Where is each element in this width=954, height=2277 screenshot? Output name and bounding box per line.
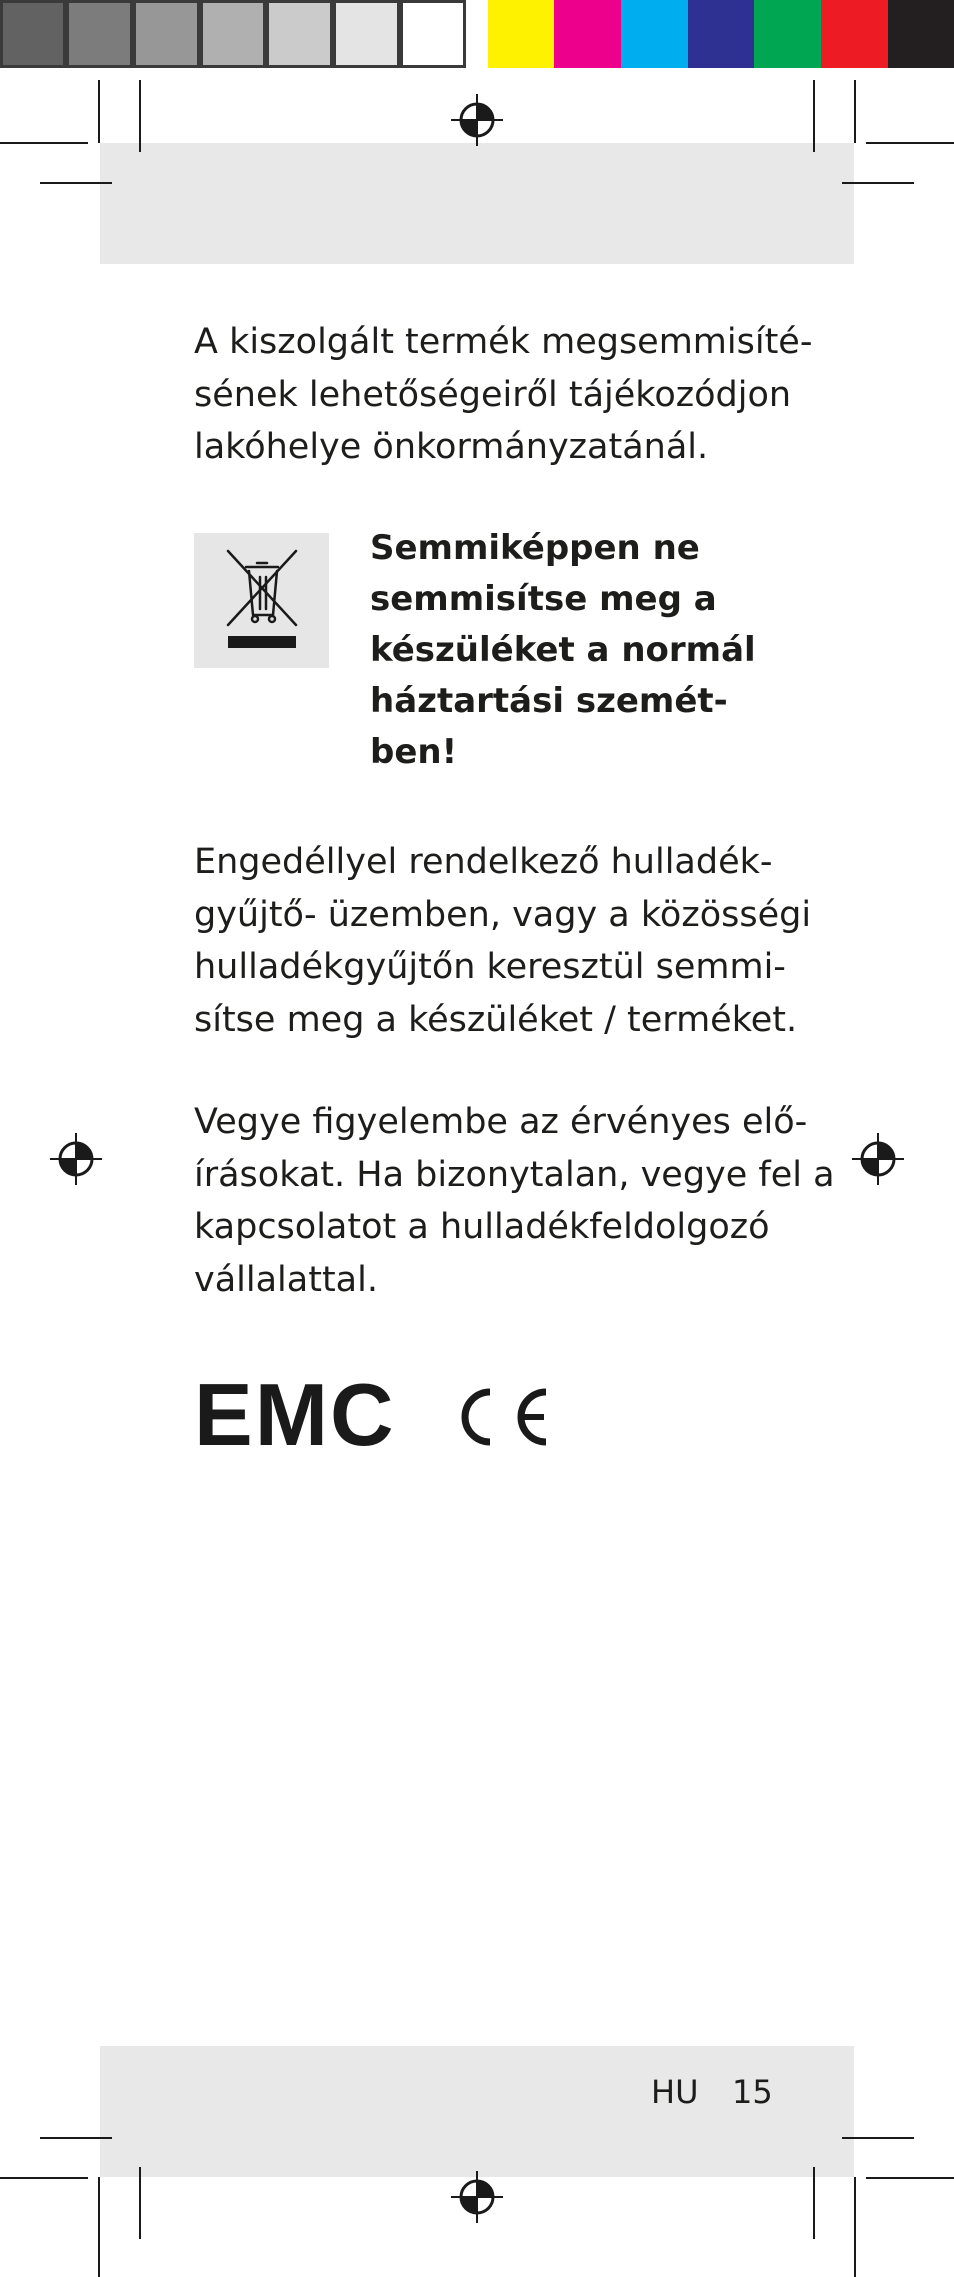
color-swatch <box>554 0 621 68</box>
color-calibration-bar <box>0 0 954 68</box>
crop-mark <box>139 2167 141 2239</box>
gray-swatch <box>266 0 333 68</box>
color-swatch <box>754 0 821 68</box>
registration-mark-icon <box>449 2169 505 2225</box>
color-swatch <box>688 0 754 68</box>
crop-mark <box>40 182 112 184</box>
color-swatch <box>621 0 688 68</box>
crop-mark <box>0 142 88 144</box>
crop-mark <box>98 80 100 143</box>
gray-swatch <box>0 0 66 68</box>
text-line: írásokat. Ha bizonytalan, vegye fel a <box>194 1154 835 1195</box>
crop-mark <box>866 142 954 144</box>
text-line: vállalattal. <box>194 1259 378 1300</box>
color-swatch <box>821 0 888 68</box>
crop-mark <box>139 80 141 152</box>
registration-mark-icon <box>850 1131 906 1187</box>
header-band <box>100 143 854 264</box>
page-number: 15 <box>732 2073 773 2111</box>
disposal-method-paragraph <box>194 836 812 1046</box>
text-line: lakóhelye önkormányzatánál. <box>194 427 709 467</box>
text-line: hulladékgyűjtőn keresztül semmi- <box>194 947 786 987</box>
text-line: sítse meg a készüléket / terméket. <box>194 999 798 1040</box>
registration-mark-icon <box>449 92 505 148</box>
gray-swatch <box>200 0 266 68</box>
ce-mark-icon <box>452 1386 552 1448</box>
text-line: ben! <box>370 732 458 772</box>
text-line: készüléket a normál <box>370 630 756 670</box>
crop-mark <box>813 80 815 152</box>
weee-icon-box <box>194 533 329 668</box>
color-swatch <box>488 0 554 68</box>
text-line: háztartási szemét- <box>370 681 728 721</box>
warning-text <box>370 523 790 778</box>
crop-mark <box>842 182 914 184</box>
text-line: Semmiképpen ne <box>370 528 700 568</box>
crop-mark <box>0 2177 88 2179</box>
emc-mark: EMC <box>194 1365 396 1464</box>
crop-mark <box>40 2137 112 2139</box>
text-line: sének lehetőségeiről tájékozódjon <box>194 374 792 415</box>
crop-mark <box>854 2177 856 2277</box>
text-line: Engedéllyel rendelkező hulladék- <box>194 842 773 882</box>
text-line: gyűjtő- üzemben, vagy a közösségi <box>194 894 812 935</box>
text-line: semmisítse meg a <box>370 579 717 619</box>
text-line: kapcsolatot a hulladékfeldolgozó <box>194 1207 770 1247</box>
crossed-out-wheelie-bin-icon <box>194 533 329 668</box>
gray-swatch <box>400 0 466 68</box>
color-swatch <box>888 0 954 68</box>
gray-swatch <box>133 0 200 68</box>
registration-mark-icon <box>48 1131 104 1187</box>
crop-mark <box>854 80 856 143</box>
gray-swatch <box>66 0 133 68</box>
disposal-intro-paragraph <box>194 316 813 474</box>
text-line: Vegye figyelembe az érvényes elő- <box>194 1102 808 1142</box>
text-line: A kiszolgált termék megsemmisíté- <box>194 322 813 362</box>
gray-swatch <box>333 0 400 68</box>
footer-language: HU <box>651 2073 699 2111</box>
crop-mark <box>842 2137 914 2139</box>
crop-mark <box>98 2177 100 2277</box>
regulations-paragraph <box>194 1096 835 1306</box>
crop-mark <box>813 2167 815 2239</box>
crop-mark <box>866 2177 954 2179</box>
